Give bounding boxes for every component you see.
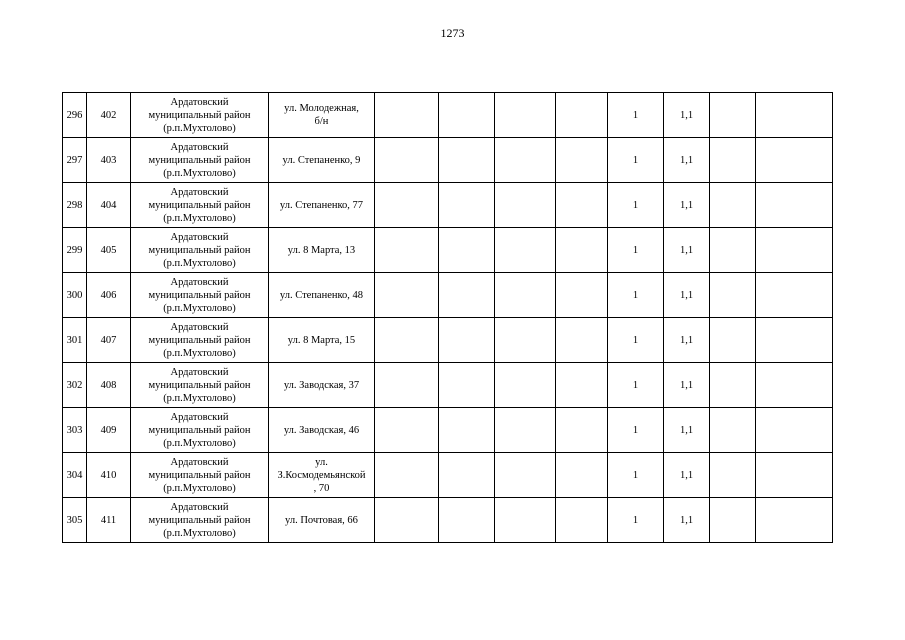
cell-value: 1,1 [664, 498, 710, 543]
cell-empty-3 [495, 408, 556, 453]
cell-street [269, 273, 375, 318]
cell-district-line: (р.п.Мухтолово) [163, 257, 236, 269]
cell-empty-4 [556, 318, 608, 363]
cell-empty-6 [756, 93, 833, 138]
table-row [63, 138, 833, 183]
cell-empty-1 [375, 138, 439, 183]
cell-empty-3 [495, 318, 556, 363]
cell-value: 1,1 [664, 408, 710, 453]
table-row [63, 93, 833, 138]
cell-district-line: Ардатовский [170, 96, 229, 108]
cell-district-line: Ардатовский [170, 141, 229, 153]
table-row [63, 453, 833, 498]
cell-empty-4 [556, 138, 608, 183]
cell-code: 410 [87, 453, 131, 498]
cell-number: 300 [63, 273, 87, 318]
cell-empty-5 [710, 273, 756, 318]
cell-quantity: 1 [608, 363, 664, 408]
cell-empty-3 [495, 138, 556, 183]
cell-district-line: (р.п.Мухтолово) [163, 302, 236, 314]
cell-empty-1 [375, 93, 439, 138]
cell-district-line: муниципальный район [148, 244, 251, 256]
cell-quantity: 1 [608, 93, 664, 138]
cell-empty-3 [495, 183, 556, 228]
cell-street-line: З.Космодемьянской [277, 469, 366, 481]
cell-code: 406 [87, 273, 131, 318]
cell-district-line: муниципальный район [148, 334, 251, 346]
cell-number: 303 [63, 408, 87, 453]
cell-quantity: 1 [608, 498, 664, 543]
cell-district-line: Ардатовский [170, 231, 229, 243]
cell-empty-6 [756, 228, 833, 273]
cell-empty-3 [495, 273, 556, 318]
cell-district-line: муниципальный район [148, 469, 251, 481]
cell-code: 407 [87, 318, 131, 363]
cell-street-line: ул. Молодежная, [284, 103, 359, 114]
cell-empty-6 [756, 138, 833, 183]
registry-table [62, 92, 833, 543]
cell-district-line: (р.п.Мухтолово) [163, 167, 236, 179]
cell-number: 302 [63, 363, 87, 408]
cell-code: 409 [87, 408, 131, 453]
cell-code: 408 [87, 363, 131, 408]
cell-value: 1,1 [664, 183, 710, 228]
cell-value: 1,1 [664, 228, 710, 273]
cell-empty-3 [495, 453, 556, 498]
table-row [63, 408, 833, 453]
cell-district [131, 318, 269, 363]
cell-street-line: б/н [314, 116, 329, 127]
cell-empty-1 [375, 498, 439, 543]
cell-empty-5 [710, 93, 756, 138]
cell-code: 405 [87, 228, 131, 273]
cell-district-line: Ардатовский [170, 321, 229, 333]
cell-empty-5 [710, 453, 756, 498]
cell-district-line: (р.п.Мухтолово) [163, 482, 236, 494]
cell-value: 1,1 [664, 273, 710, 318]
cell-empty-2 [439, 183, 495, 228]
cell-empty-5 [710, 363, 756, 408]
cell-code: 404 [87, 183, 131, 228]
cell-district-line: Ардатовский [170, 501, 229, 513]
cell-empty-1 [375, 453, 439, 498]
cell-empty-6 [756, 453, 833, 498]
cell-empty-5 [710, 498, 756, 543]
cell-value: 1,1 [664, 318, 710, 363]
cell-value: 1,1 [664, 453, 710, 498]
cell-quantity: 1 [608, 318, 664, 363]
cell-empty-1 [375, 183, 439, 228]
cell-street [269, 228, 375, 273]
cell-empty-5 [710, 183, 756, 228]
cell-empty-4 [556, 183, 608, 228]
cell-district-line: (р.п.Мухтолово) [163, 212, 236, 224]
cell-district-line: Ардатовский [170, 366, 229, 378]
cell-empty-1 [375, 228, 439, 273]
cell-street [269, 93, 375, 138]
table-row [63, 228, 833, 273]
cell-number: 305 [63, 498, 87, 543]
cell-number: 301 [63, 318, 87, 363]
table-row [63, 498, 833, 543]
cell-district-line: (р.п.Мухтолово) [163, 527, 236, 539]
cell-district-line: (р.п.Мухтолово) [163, 392, 236, 404]
cell-district [131, 93, 269, 138]
cell-empty-3 [495, 363, 556, 408]
cell-empty-6 [756, 498, 833, 543]
cell-district-line: муниципальный район [148, 289, 251, 301]
cell-street-line: ул. Заводская, 46 [283, 424, 360, 436]
cell-value: 1,1 [664, 363, 710, 408]
cell-district-line: (р.п.Мухтолово) [163, 122, 236, 134]
table-row [63, 318, 833, 363]
cell-street [269, 138, 375, 183]
cell-street-line: ул. Заводская, 37 [283, 379, 360, 391]
cell-street-line: ул. 8 Марта, 15 [287, 334, 356, 346]
cell-district [131, 363, 269, 408]
cell-empty-4 [556, 453, 608, 498]
cell-empty-5 [710, 138, 756, 183]
cell-district-line: муниципальный район [148, 199, 251, 211]
cell-district-line: муниципальный район [148, 379, 251, 391]
page-number: 1273 [440, 26, 465, 40]
table-row [63, 363, 833, 408]
cell-number: 304 [63, 453, 87, 498]
cell-district [131, 498, 269, 543]
cell-empty-2 [439, 363, 495, 408]
cell-quantity: 1 [608, 273, 664, 318]
cell-empty-3 [495, 93, 556, 138]
cell-quantity: 1 [608, 138, 664, 183]
cell-empty-2 [439, 138, 495, 183]
cell-empty-6 [756, 408, 833, 453]
cell-district-line: Ардатовский [170, 186, 229, 198]
cell-empty-4 [556, 498, 608, 543]
cell-street [269, 498, 375, 543]
cell-district-line: муниципальный район [148, 154, 251, 166]
table-row [63, 183, 833, 228]
cell-quantity: 1 [608, 183, 664, 228]
cell-district [131, 228, 269, 273]
cell-code: 411 [87, 498, 131, 543]
cell-district-line: Ардатовский [170, 411, 229, 423]
cell-empty-4 [556, 273, 608, 318]
cell-empty-1 [375, 408, 439, 453]
cell-empty-1 [375, 273, 439, 318]
cell-district [131, 408, 269, 453]
cell-street-line: , 70 [313, 482, 330, 494]
cell-number: 296 [63, 93, 87, 138]
table-body [63, 93, 833, 543]
cell-number: 299 [63, 228, 87, 273]
cell-value: 1,1 [664, 93, 710, 138]
cell-district-line: муниципальный район [148, 424, 251, 436]
cell-street [269, 318, 375, 363]
cell-empty-4 [556, 408, 608, 453]
table-row [63, 273, 833, 318]
cell-empty-2 [439, 273, 495, 318]
cell-empty-2 [439, 318, 495, 363]
cell-street-line: ул. Степаненко, 9 [282, 154, 361, 166]
cell-empty-4 [556, 93, 608, 138]
cell-value: 1,1 [664, 138, 710, 183]
cell-empty-6 [756, 273, 833, 318]
cell-number: 297 [63, 138, 87, 183]
cell-empty-1 [375, 318, 439, 363]
cell-number: 298 [63, 183, 87, 228]
cell-quantity: 1 [608, 453, 664, 498]
cell-district [131, 138, 269, 183]
cell-empty-4 [556, 228, 608, 273]
cell-street [269, 408, 375, 453]
cell-empty-6 [756, 183, 833, 228]
cell-district [131, 453, 269, 498]
cell-street-line: ул. 8 Марта, 13 [287, 244, 356, 256]
cell-empty-2 [439, 228, 495, 273]
cell-empty-3 [495, 498, 556, 543]
cell-quantity: 1 [608, 408, 664, 453]
cell-empty-6 [756, 363, 833, 408]
cell-empty-4 [556, 363, 608, 408]
cell-street-line: ул. [315, 456, 328, 468]
cell-empty-2 [439, 453, 495, 498]
cell-district-line: Ардатовский [170, 276, 229, 288]
cell-street-line: ул. Степаненко, 77 [279, 199, 364, 211]
cell-empty-5 [710, 318, 756, 363]
cell-code: 402 [87, 93, 131, 138]
cell-empty-2 [439, 93, 495, 138]
cell-empty-6 [756, 318, 833, 363]
cell-code: 403 [87, 138, 131, 183]
cell-district-line: муниципальный район [148, 514, 251, 526]
cell-empty-5 [710, 408, 756, 453]
cell-district [131, 273, 269, 318]
cell-street [269, 453, 375, 498]
cell-district [131, 183, 269, 228]
cell-district-line: муниципальный район [148, 109, 251, 121]
cell-empty-1 [375, 363, 439, 408]
cell-street [269, 363, 375, 408]
cell-empty-2 [439, 498, 495, 543]
cell-district-line: (р.п.Мухтолово) [163, 347, 236, 359]
cell-district-line: (р.п.Мухтолово) [163, 437, 236, 449]
cell-empty-2 [439, 408, 495, 453]
cell-street [269, 183, 375, 228]
cell-quantity: 1 [608, 228, 664, 273]
cell-empty-5 [710, 228, 756, 273]
cell-district-line: Ардатовский [170, 456, 229, 468]
cell-street-line: ул. Почтовая, 66 [285, 514, 358, 526]
cell-empty-3 [495, 228, 556, 273]
cell-street-line: ул. Степаненко, 48 [279, 289, 364, 301]
